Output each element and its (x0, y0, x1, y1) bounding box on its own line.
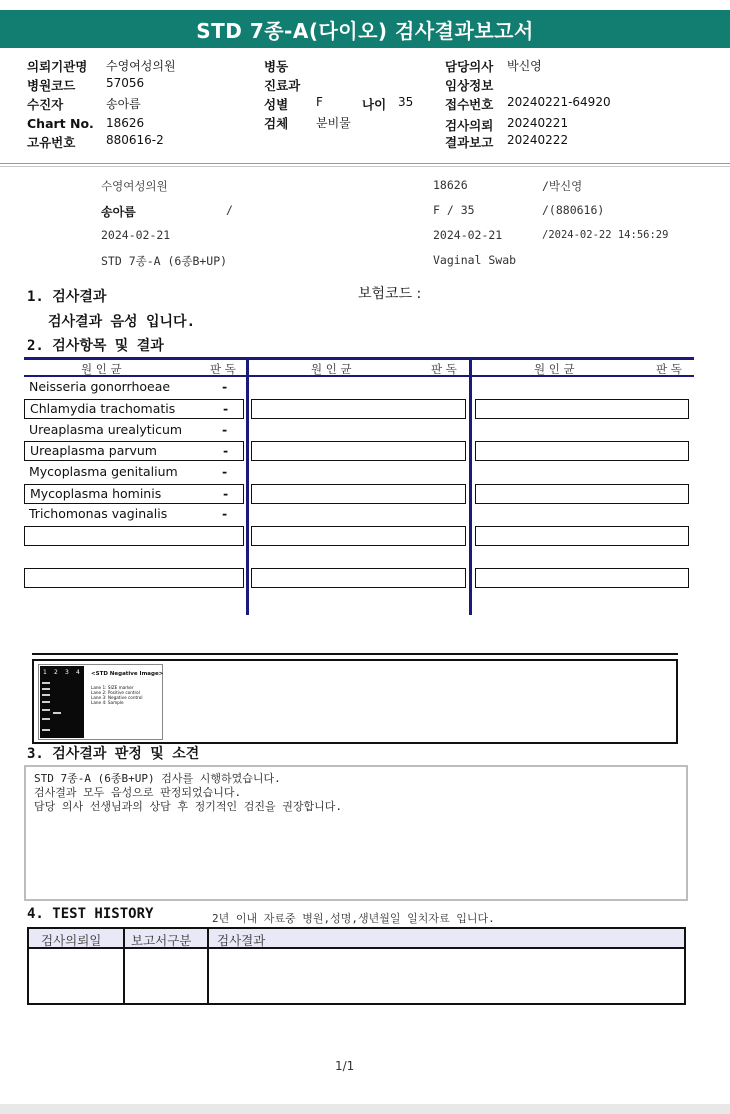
history-note: 2년 이내 자료중 병원,성명,생년월일 일치자료 입니다. (212, 912, 495, 925)
summary-sex-age: F / 35 (433, 203, 475, 217)
pathogen-row (24, 441, 244, 461)
summary-receive-date: 2024-02-21 (433, 228, 503, 242)
section3-title: 3. 검사결과 판정 및 소견 (27, 746, 200, 762)
pathogen-row-empty (24, 568, 244, 588)
pathogen-result: - (222, 506, 228, 521)
section2-title: 2. 검사항목 및 결과 (27, 338, 164, 354)
request-date-value: 20240221 (507, 116, 569, 130)
history-col-divider (123, 929, 125, 1003)
pathogen-row-empty (475, 568, 689, 588)
pathogen-row-empty (251, 441, 466, 461)
pathogen-row-empty (251, 484, 466, 504)
pathogen-result: - (223, 401, 229, 416)
page-number: 1/1 (335, 1059, 355, 1073)
gel-legend-line: Lane 3: Negative control (91, 695, 143, 700)
column-pathogen-label: 원 인 균 (534, 362, 575, 376)
summary-chart-no: 18626 (433, 178, 468, 192)
pathogen-result: - (223, 486, 229, 501)
history-col-divider (207, 929, 209, 1003)
pathogen-name: Trichomonas vaginalis (29, 506, 168, 521)
report-date-value: 20240222 (507, 133, 569, 147)
patient-label: 수진자 (27, 97, 64, 112)
opinion-box (24, 765, 688, 901)
receipt-no-value: 20240221-64920 (507, 95, 611, 109)
hospital-name-label: 의뢰기관명 (27, 59, 88, 74)
pathogen-row-empty (475, 526, 689, 546)
column-pathogen-label: 원 인 균 (311, 362, 352, 376)
column-header-1 (24, 357, 246, 377)
history-col-request-date: 검사의뢰일 (41, 933, 102, 948)
gel-electrophoresis-image (38, 664, 163, 740)
pathogen-row-empty (251, 399, 466, 419)
summary-test-name: STD 7종-A (6종B+UP) (101, 254, 228, 268)
page-bottom-edge (0, 1104, 730, 1114)
pathogen-name: Neisseria gonorrhoeae (29, 379, 171, 394)
chart-no-label: Chart No. (27, 116, 94, 131)
unique-id-value: 880616-2 (106, 133, 164, 147)
summary-specimen: Vaginal Swab (433, 253, 517, 267)
pathogen-row-empty (24, 526, 244, 546)
gel-band (42, 729, 50, 731)
pathogen-row-empty (475, 441, 689, 461)
age-label: 나이 (362, 97, 387, 112)
opinion-line: 담당 의사 선생님과의 상담 후 정기적인 검진을 권장합니다. (34, 800, 343, 813)
pathogen-row (24, 421, 244, 441)
lane-number: 2 (54, 669, 58, 676)
patient-value: 송아름 (106, 97, 141, 111)
lane-number: 4 (76, 669, 80, 676)
gel-lanes (40, 666, 84, 738)
section1-title: 1. 검사결과 (27, 289, 107, 305)
summary-report-datetime: /2024-02-22 14:56:29 (542, 229, 669, 241)
column-judgement-label: 판 독 (431, 362, 457, 376)
gel-band (42, 688, 50, 690)
clinical-info-label: 임상정보 (445, 78, 494, 93)
opinion-line: 검사결과 모두 음성으로 판정되었습니다. (34, 786, 242, 799)
receipt-no-label: 접수번호 (445, 97, 494, 112)
column-judgement-label: 판 독 (656, 362, 682, 376)
age-value: 35 (398, 95, 414, 109)
pathogen-row-empty (251, 526, 466, 546)
test-history-table (27, 927, 686, 1005)
history-col-result: 검사결과 (217, 933, 266, 948)
column-pathogen-label: 원 인 균 (81, 362, 122, 376)
pathogen-row-empty (475, 399, 689, 419)
header-divider (0, 163, 730, 167)
pathogen-row (24, 399, 244, 419)
unique-id-label: 고유번호 (27, 135, 76, 150)
request-date-label: 검사의뢰 (445, 118, 494, 133)
pathogen-row-empty (251, 568, 466, 588)
report-title: STD 7종-A(다이오) 검사결과보고서 (0, 10, 730, 48)
pathogen-row (24, 378, 244, 398)
pathogen-row (24, 484, 244, 504)
hospital-code-value: 57056 (106, 76, 145, 90)
pathogen-result: - (222, 464, 228, 479)
pathogen-row (24, 463, 244, 483)
specimen-value: 분비물 (316, 116, 351, 130)
gel-band (42, 709, 50, 711)
column-header-3 (472, 357, 694, 377)
department-label: 진료과 (264, 78, 301, 93)
summary-patient: 송아름 (101, 205, 136, 219)
gel-legend-line: Lane 4: Sample (91, 700, 124, 705)
pathogen-name: Mycoplasma genitalium (29, 464, 178, 479)
gel-band (53, 712, 61, 714)
lane-number: 1 (43, 669, 47, 676)
gel-band (42, 694, 50, 696)
doctor-label: 담당의사 (445, 59, 494, 74)
pathogen-name: Mycoplasma hominis (30, 486, 162, 501)
result-summary-text: 검사결과 음성 입니다. (48, 314, 196, 330)
specimen-label: 검체 (264, 116, 289, 131)
gel-legend-line: Lane 2: Positive control (91, 690, 140, 695)
pathogen-name: Ureaplasma urealyticum (29, 422, 183, 437)
sex-label: 성별 (264, 97, 289, 112)
summary-hospital: 수영여성의원 (101, 179, 168, 193)
gel-band (42, 718, 50, 720)
gel-band (42, 682, 50, 684)
column-judgement-label: 판 독 (210, 362, 236, 376)
lane-number: 3 (65, 669, 69, 676)
opinion-line: STD 7종-A (6종B+UP) 검사를 시행하였습니다. (34, 772, 281, 785)
gel-legend-line: Lane 1: SIZE marker (91, 685, 134, 690)
hospital-name-value: 수영여성의원 (106, 59, 176, 73)
gel-band (42, 701, 50, 703)
pathogen-name: Ureaplasma parvum (30, 443, 157, 458)
pathogen-result: - (222, 379, 228, 394)
hospital-code-label: 병원코드 (27, 78, 76, 93)
image-divider (32, 653, 678, 655)
pathogen-name: Chlamydia trachomatis (30, 401, 176, 416)
pathogen-row (24, 505, 244, 525)
summary-patient-separator: / (226, 203, 233, 217)
pathogen-result: - (223, 443, 229, 458)
section4-title: 4. TEST HISTORY (27, 906, 154, 922)
pathogen-row-empty (475, 484, 689, 504)
pathogen-result: - (222, 422, 228, 437)
column-header-2 (249, 357, 469, 377)
column-divider (469, 357, 472, 615)
insurance-code-label: 보험코드 : (358, 286, 422, 302)
gel-image-title: <STD Negative Image> (91, 671, 164, 677)
doctor-value: 박신영 (507, 59, 542, 73)
column-divider (246, 357, 249, 615)
summary-request-date: 2024-02-21 (101, 228, 171, 242)
history-header-row (29, 929, 684, 949)
sex-value: F (316, 95, 323, 109)
report-date-label: 결과보고 (445, 135, 494, 150)
summary-birth: /(880616) (542, 203, 605, 217)
summary-doctor: /박신영 (542, 179, 583, 193)
ward-label: 병동 (264, 59, 289, 74)
history-col-report-type: 보고서구분 (131, 933, 192, 948)
chart-no-value: 18626 (106, 116, 145, 130)
